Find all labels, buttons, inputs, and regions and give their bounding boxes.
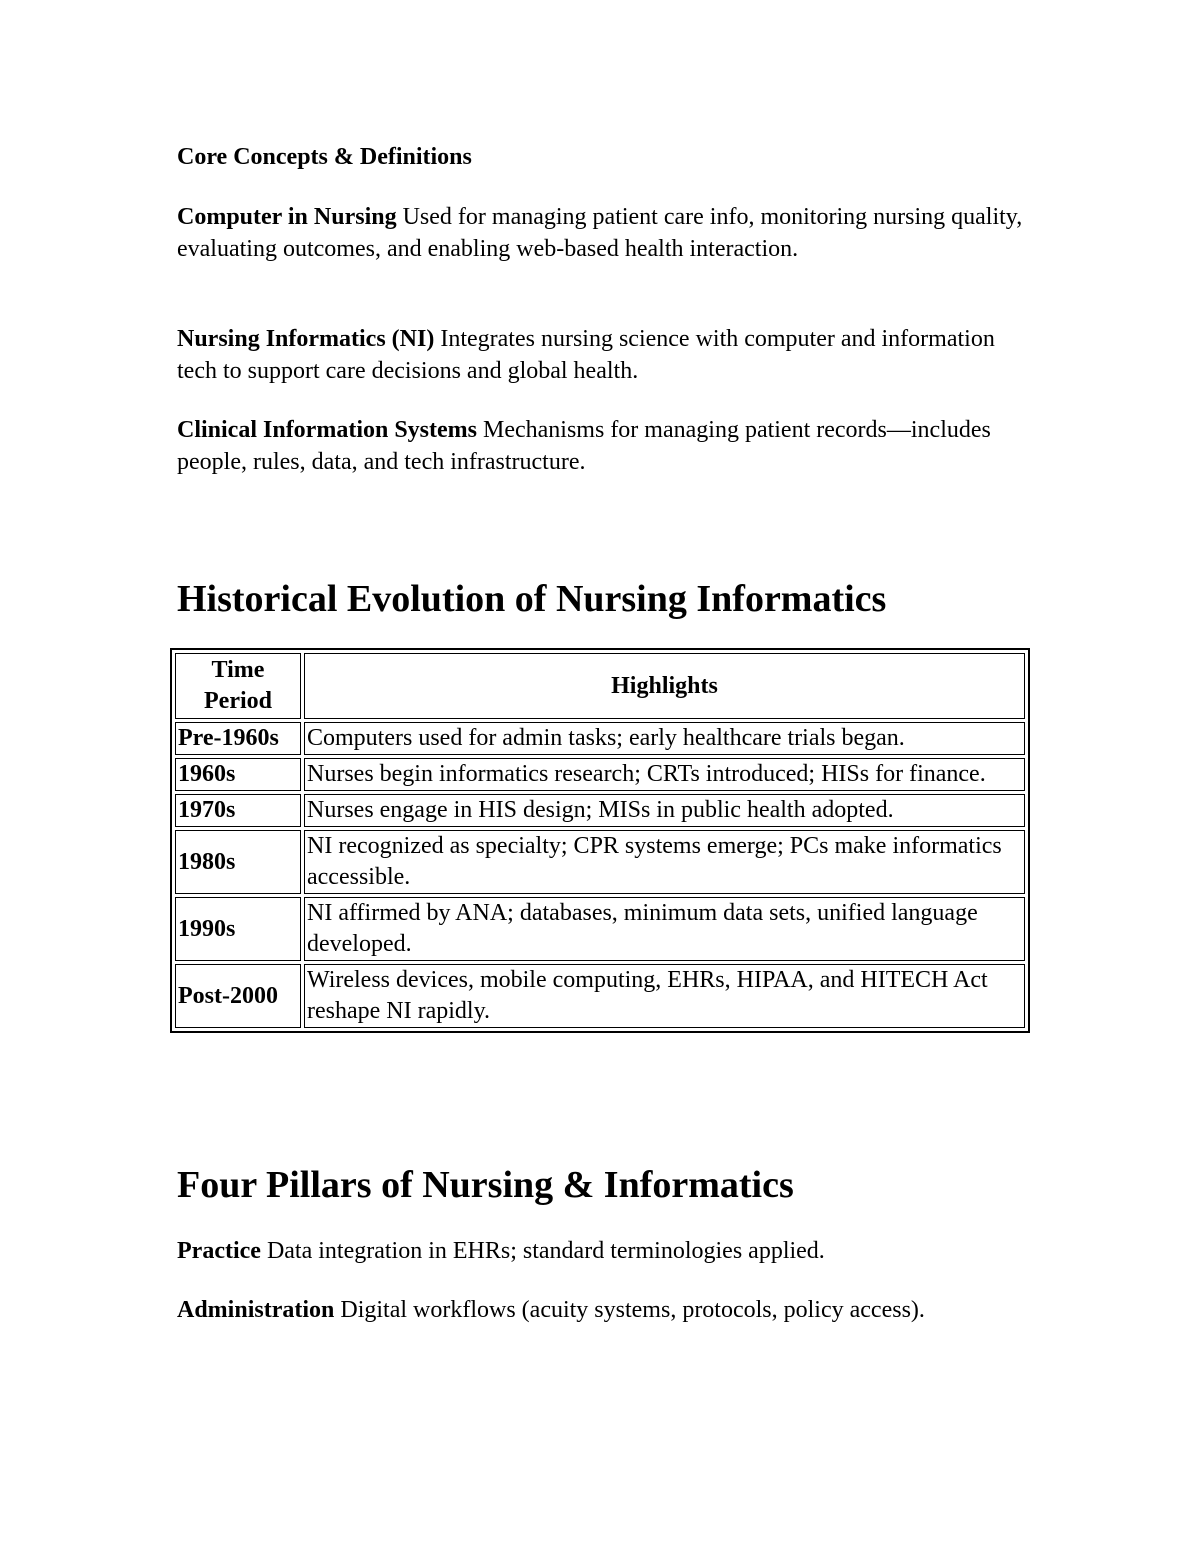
pillar-administration	[177, 1294, 977, 1326]
highlight-cell: NI affirmed by ANA; databases, minimum data sets, unified language developed.	[304, 897, 1025, 961]
pillar-term: Practice	[177, 1238, 261, 1264]
pillars-heading: Four Pillars of Nursing & Informatics	[177, 1164, 794, 1206]
definition-computer-in-nursing	[177, 201, 1037, 265]
period-cell: 1970s	[175, 794, 301, 827]
highlight-cell: Wireless devices, mobile computing, EHRs, HIPAA, and HITECH Act reshape NI rapidly.	[304, 964, 1025, 1028]
period-cell: 1960s	[175, 758, 301, 791]
definition-text: Used for managing patient care info, monitoring nursing quality, evaluating outcomes, and enabling web-based health interaction.	[177, 204, 1023, 262]
highlight-cell: NI recognized as specialty; CPR systems emerge; PCs make informatics accessible.	[304, 830, 1025, 894]
period-cell: 1990s	[175, 897, 301, 961]
table-header-row	[175, 653, 1025, 719]
definition-term: Clinical Information Systems	[177, 417, 477, 443]
table-row	[175, 830, 1025, 894]
pillar-text: Data integration in EHRs; standard terminologies applied.	[266, 1238, 825, 1264]
table-row	[175, 897, 1025, 961]
pillar-term: Administration	[177, 1297, 335, 1323]
period-cell: 1980s	[175, 830, 301, 894]
highlight-cell: Computers used for admin tasks; early healthcare trials began.	[304, 722, 1025, 755]
table-row	[175, 964, 1025, 1028]
highlight-cell: Nurses begin informatics research; CRTs introduced; HISs for finance.	[304, 758, 1025, 791]
definition-term: Nursing Informatics (NI)	[177, 326, 435, 352]
history-table	[170, 648, 1030, 1033]
definition-clinical-information-systems	[177, 414, 1037, 478]
definition-nursing-informatics	[177, 323, 1037, 387]
table-row	[175, 758, 1025, 791]
period-cell: Pre-1960s	[175, 722, 301, 755]
table-row	[175, 722, 1025, 755]
core-concepts-title: Core Concepts & Definitions	[177, 144, 472, 170]
header-highlights: Highlights	[304, 653, 1025, 719]
definition-term: Computer in Nursing	[177, 204, 397, 230]
period-cell: Post-2000	[175, 964, 301, 1028]
definition-text: Integrates nursing science with computer and information tech to support care decisions and global health.	[177, 326, 995, 384]
pillar-text: Digital workflows (acuity systems, protocols, policy access).	[340, 1297, 925, 1323]
highlight-cell: Nurses engage in HIS design; MISs in public health adopted.	[304, 794, 1025, 827]
history-heading: Historical Evolution of Nursing Informatics	[177, 578, 887, 620]
header-time-period: Time Period	[175, 653, 301, 719]
definition-text: Mechanisms for managing patient records—includes people, rules, data, and tech infrastructure.	[177, 417, 991, 475]
table-row	[175, 794, 1025, 827]
pillar-practice	[177, 1235, 1037, 1267]
